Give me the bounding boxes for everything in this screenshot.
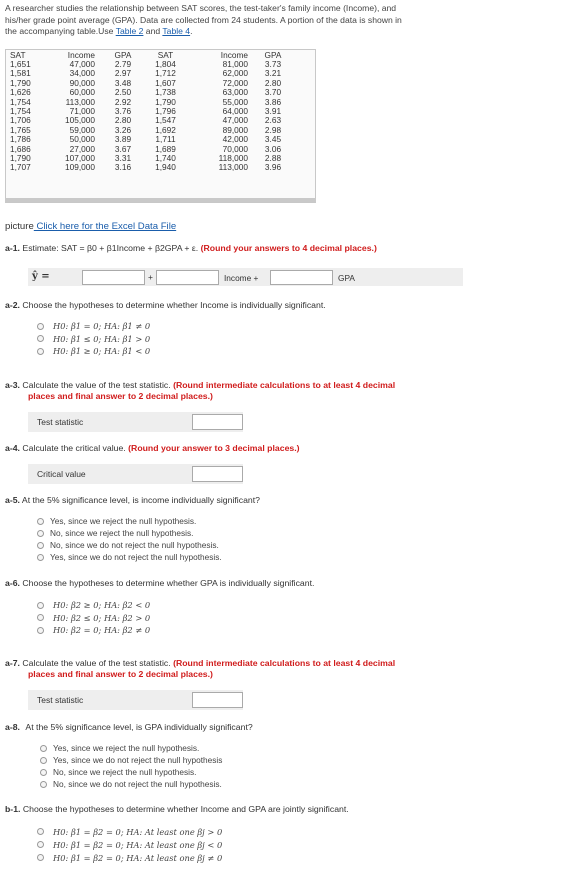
table-cell: 1,754 [10,106,31,117]
table-cell: 3.45 [264,134,282,145]
table-cell: 60,000 [69,87,95,98]
option-label: H0: β1 = β2 = 0; HA: At least one βj > 0 [53,826,223,837]
radio-option[interactable] [37,825,222,838]
table-row [10,60,292,69]
a3-instruction-1: (Round intermediate calculations to at least 4 decimal [173,380,396,390]
col-header-income-2: Income [220,50,248,60]
radio-button[interactable] [37,335,44,342]
table-row [10,98,292,107]
table-cell: 1,738 [155,87,176,98]
col-header-gpa-2: GPA [264,50,282,60]
radio-button[interactable] [37,518,44,525]
radio-button[interactable] [37,841,44,848]
radio-option[interactable] [37,838,222,851]
radio-option[interactable] [40,778,222,790]
table-row [10,163,292,172]
intro-line-2: his/her grade point average (GPA). Data are collected from 24 students. A portion of the data is shown in [5,14,402,25]
table-cell: 1,711 [155,134,176,145]
radio-option[interactable] [37,851,222,864]
table-cell: 107,000 [65,153,95,164]
option-label: H0: β2 ≤ 0; HA: β2 > 0 [53,612,151,623]
question-a8 [5,722,253,733]
question-a3 [5,380,395,402]
table-cell: 62,000 [222,68,248,79]
table-row [10,126,292,135]
table-cell: 109,000 [65,162,95,173]
table-row [10,154,292,163]
table-cell: 3.67 [114,143,132,154]
table-cell: 55,000 [222,96,248,107]
option-label: H0: β2 ≥ 0; HA: β2 < 0 [53,600,151,611]
a6-options [37,599,150,637]
table-cell: 1,692 [155,124,176,135]
gpa-label: GPA [338,273,355,283]
table-cell: 3.89 [114,134,132,145]
table-cell: 1,740 [155,153,176,164]
question-a1 [5,243,377,254]
table-cell: 1,765 [10,124,31,135]
a4-field-label: Critical value [37,469,86,479]
radio-option[interactable] [37,515,222,527]
question-a5 [5,495,260,506]
table-cell: 2.63 [264,115,282,126]
problem-intro [5,3,560,38]
table-cell: 2.97 [114,68,132,79]
table-row [10,145,292,154]
table-cell: 118,000 [218,153,248,164]
table-cell: 1,626 [10,87,31,98]
table-cell: 105,000 [65,115,95,126]
a8-options [40,742,222,790]
table-cell: 1,790 [10,77,31,88]
table-cell: 59,000 [69,124,95,135]
option-label: H0: β1 = β2 = 0; HA: At least one βj ≠ 0 [53,852,223,863]
intro-line-3 [5,26,560,38]
b1-options [37,825,222,864]
table-cell: 1,712 [155,68,176,79]
table-cell: 3.73 [264,59,282,69]
a4-critical-value-input[interactable] [192,466,243,482]
a3-field-label: Test statistic [37,417,84,427]
radio-button[interactable] [40,745,47,752]
table-cell: 113,000 [65,96,95,107]
table-row [10,79,292,88]
table-cell: 3.91 [264,106,282,117]
radio-option[interactable] [37,624,150,637]
table-cell: 72,000 [222,77,248,88]
table-cell: 3.31 [114,153,132,164]
picture-label: picture [5,221,34,232]
table-cell: 1,707 [10,162,31,173]
table-cell: 1,790 [155,96,176,107]
table-row [10,135,292,144]
table-cell: 50,000 [69,134,95,145]
radio-button[interactable] [37,614,44,621]
a5-text: At the 5% significance level, is income individually significant? [21,495,260,505]
table-row [10,107,292,116]
intro-line-3-text: the accompanying table.Use [5,26,116,36]
radio-option[interactable] [40,742,222,754]
table-cell: 2.98 [264,124,282,135]
radio-option[interactable] [37,333,150,346]
radio-button[interactable] [40,757,47,764]
table-cell: 90,000 [69,77,95,88]
b1-label: b-1. [5,804,21,814]
period: . [190,26,193,36]
radio-option[interactable] [37,599,150,612]
table-row [10,69,292,78]
table-cell: 3.16 [114,162,132,173]
table-cell: 42,000 [222,134,248,145]
a1-text: Estimate: SAT = β0 + β1Income + β2GPA + ε. [22,243,201,253]
table-cell: 47,000 [69,59,95,69]
table-cell: 27,000 [69,143,95,154]
table-cell: 2.80 [264,77,282,88]
a7-instruction-1: (Round intermediate calculations to at least 4 decimal [173,658,396,668]
a6-text: Choose the hypotheses to determine whether GPA is individually significant. [22,578,315,588]
radio-button[interactable] [40,769,47,776]
a5-label: a-5. [5,495,20,505]
table-cell: 71,000 [69,106,95,117]
radio-button[interactable] [40,781,47,788]
income-plus-label: Income + [224,273,259,283]
question-a4 [5,443,300,454]
a7-field-label: Test statistic [37,695,84,705]
table-cell: 2.92 [114,96,132,107]
table-cell: 1,581 [10,68,31,79]
a3-text: Calculate the value of the test statistic. [22,380,174,390]
table-cell: 64,000 [222,106,248,117]
table-cell: 1,651 [10,59,31,69]
intro-line-1: A researcher studies the relationship between SAT scores, the test-taker's family income (Income), and [5,3,397,13]
and-text: and [143,26,163,36]
table-cell: 1,790 [10,153,31,164]
radio-option[interactable] [37,345,150,358]
option-label: No, since we do not reject the null hypothesis. [50,540,219,550]
table2-link[interactable]: Table 2 [115,26,144,36]
table-cell: 1,689 [155,143,176,154]
table-cell: 113,000 [218,162,248,173]
a1-label: a-1. [5,243,20,253]
radio-option[interactable] [37,320,150,333]
radio-option[interactable] [40,754,222,766]
b1-text: Choose the hypotheses to determine whether Income and GPA are jointly significant. [22,804,349,814]
table-cell: 81,000 [222,59,248,69]
a3-instruction-2: places and final answer to 2 decimal places.) [28,391,213,401]
a8-text: At the 5% significance level, is GPA individually significant? [25,722,253,732]
col-header-income: Income [67,50,95,60]
col-header-sat-2: SAT [157,50,174,60]
excel-data-link[interactable]: Click here for the Excel Data File [33,221,177,232]
table-horizontal-scrollbar[interactable] [5,198,316,202]
table-cell: 3.21 [264,68,282,79]
a3-test-statistic-input[interactable] [192,414,243,430]
radio-button[interactable] [37,828,44,835]
table-cell: 2.88 [264,153,282,164]
table-cell: 2.50 [114,87,132,98]
a7-text: Calculate the value of the test statistic. [22,658,174,668]
table-cell: 3.48 [114,77,132,88]
a7-label: a-7. [5,658,20,668]
table-cell: 63,000 [222,87,248,98]
table-cell: 70,000 [222,143,248,154]
table-cell: 2.80 [114,115,132,126]
table-row [10,116,292,125]
question-a7 [5,658,395,680]
option-label: Yes, since we reject the null hypothesis. [53,743,200,753]
a6-label: a-6. [5,578,20,588]
table-cell: 1,754 [10,96,31,107]
radio-button[interactable] [37,854,44,861]
table4-link[interactable]: Table 4 [162,26,191,36]
table-cell: 1,547 [155,115,176,126]
table-header-row [10,50,292,60]
option-label: H0: β2 = 0; HA: β2 ≠ 0 [53,625,151,636]
a2-text: Choose the hypotheses to determine whether Income is individually significant. [22,300,326,310]
table-cell: 34,000 [69,68,95,79]
intercept-input[interactable] [82,270,145,285]
a4-label: a-4. [5,443,20,453]
radio-button[interactable] [37,542,44,549]
question-a6 [5,578,314,589]
a4-text: Calculate the critical value. [22,443,129,453]
option-label: H0: β1 = β2 = 0; HA: At least one βj < 0 [53,839,223,850]
radio-button[interactable] [37,627,44,634]
gpa-coef-input[interactable] [270,270,333,285]
a5-options [37,515,222,563]
col-header-sat: SAT [10,50,26,60]
radio-option[interactable] [37,551,222,563]
a2-label: a-2. [5,300,20,310]
table-cell: 3.96 [264,162,282,173]
radio-button[interactable] [37,554,44,561]
radio-option[interactable] [37,612,150,625]
radio-button[interactable] [37,348,44,355]
option-label: No, since we reject the null hypothesis. [50,528,194,538]
a3-label: a-3. [5,380,20,390]
table-cell: 3.86 [264,96,282,107]
option-label: H0: β1 ≤ 0; HA: β1 > 0 [53,333,151,344]
a2-options [37,320,150,358]
option-label: H0: β1 ≥ 0; HA: β1 < 0 [53,346,151,357]
data-table [10,50,292,173]
option-label: No, since we reject the null hypothesis. [53,767,197,777]
a4-instruction: (Round your answer to 3 decimal places.) [128,443,300,453]
excel-link-row [5,221,176,232]
table-cell: 3.06 [264,143,282,154]
a7-test-statistic-input[interactable] [192,692,243,708]
col-header-gpa: GPA [114,50,132,60]
radio-option[interactable] [40,766,222,778]
table-cell: 1,786 [10,134,31,145]
option-label: No, since we do not reject the null hypothesis. [53,779,222,789]
table-cell: 1,940 [155,162,176,173]
table-body [10,60,292,173]
radio-option[interactable] [37,527,222,539]
table-cell: 3.26 [114,124,132,135]
yhat-symbol: ŷ = [32,271,50,282]
table-cell: 1,706 [10,115,31,126]
table-cell: 1,686 [10,143,31,154]
table-row [10,88,292,97]
question-a2 [5,300,326,311]
table-cell: 1,804 [155,59,176,69]
table-cell: 89,000 [222,124,248,135]
option-label: Yes, since we reject the null hypothesis. [50,516,197,526]
radio-button[interactable] [37,530,44,537]
radio-option[interactable] [37,539,222,551]
option-label: H0: β1 = 0; HA: β1 ≠ 0 [53,321,151,332]
plus-sign: + [148,272,153,282]
income-coef-input[interactable] [156,270,219,285]
a8-label: a-8. [5,722,20,732]
table-cell: 47,000 [222,115,248,126]
option-label: Yes, since we do not reject the null hypothesis. [50,552,222,562]
table-cell: 3.76 [114,106,132,117]
table-cell: 3.70 [264,87,282,98]
table-cell: 1,607 [155,77,176,88]
a7-instruction-2: places and final answer to 2 decimal places.) [28,669,213,679]
radio-button[interactable] [37,602,44,609]
question-b1 [5,804,349,815]
table-cell: 2.79 [114,59,132,69]
radio-button[interactable] [37,323,44,330]
option-label: Yes, since we do not reject the null hypothesis [53,755,223,765]
a1-instruction: (Round your answers to 4 decimal places.) [200,243,377,253]
table-cell: 1,796 [155,106,176,117]
